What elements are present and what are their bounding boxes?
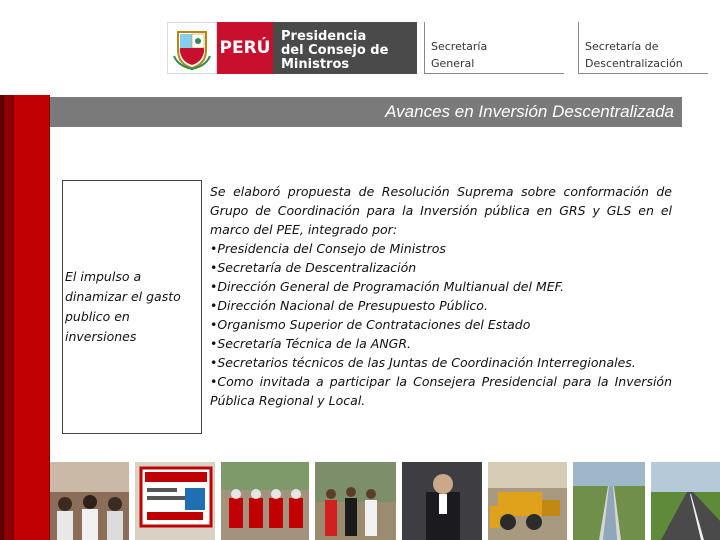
slide-title: Avances en Inversión Descentralizada [50, 97, 682, 127]
photo-sign [135, 462, 215, 540]
list-item: •Presidencia del Consejo de Ministros [210, 241, 446, 256]
pcm-line1: Presidencia [281, 29, 367, 44]
left-label-line: inversiones [65, 329, 137, 344]
intro-text: Se elaboró propuesta de Resolución Suprema sobre conformación de Grupo de Coordinación para la Inversión pública en GRS y GLS en el marco del PEE, integrado por: [210, 184, 672, 237]
photo-road [651, 462, 720, 540]
list-item: •Dirección General de Programación Multianual del MEF. [210, 279, 565, 294]
photo-meeting [50, 462, 129, 540]
secretaria-general-label [424, 22, 564, 74]
right-text [210, 182, 672, 410]
right-cell [202, 180, 682, 434]
photo-group [315, 462, 395, 540]
pcm-name [273, 22, 417, 74]
left-label-line: El impulso a [65, 269, 142, 284]
coat-of-arms-icon [167, 22, 217, 74]
photo-canal [573, 462, 646, 540]
secretaria-descentralizacion-label [578, 22, 708, 74]
photo-workers [221, 462, 309, 540]
sec-general-line1: Secretaría [431, 40, 488, 53]
list-item: •Dirección Nacional de Presupuesto Público. [210, 298, 488, 313]
list-item: •Secretaría Técnica de la ANGR. [210, 336, 412, 351]
sec-general-line2: General [431, 57, 475, 70]
left-label-line: dinamizar el gasto [65, 289, 181, 304]
left-cell [62, 180, 202, 434]
list-item: •Organismo Superior de Contrataciones del Estado [210, 317, 531, 332]
sec-des-line1: Secretaría de [585, 40, 659, 53]
photo-strip [50, 462, 720, 540]
list-item: •Secretarios técnicos de las Juntas de Coordinación Interregionales. [210, 355, 636, 370]
list-item: •Como invitada a participar la Consejera Presidencial para la Inversión Pública Regional y Local. [210, 374, 672, 408]
pcm-line2: del Consejo de Ministros [281, 43, 389, 72]
left-label [65, 267, 199, 347]
photo-machinery [488, 462, 567, 540]
peru-label: PERÚ [217, 22, 273, 74]
pcm-logo [167, 22, 417, 74]
photo-official [402, 462, 482, 540]
sec-des-line2: Descentralización [585, 57, 683, 70]
left-red-band-inner [14, 95, 49, 540]
left-label-line: publico en [65, 309, 130, 324]
list-item: •Secretaría de Descentralización [210, 260, 417, 275]
